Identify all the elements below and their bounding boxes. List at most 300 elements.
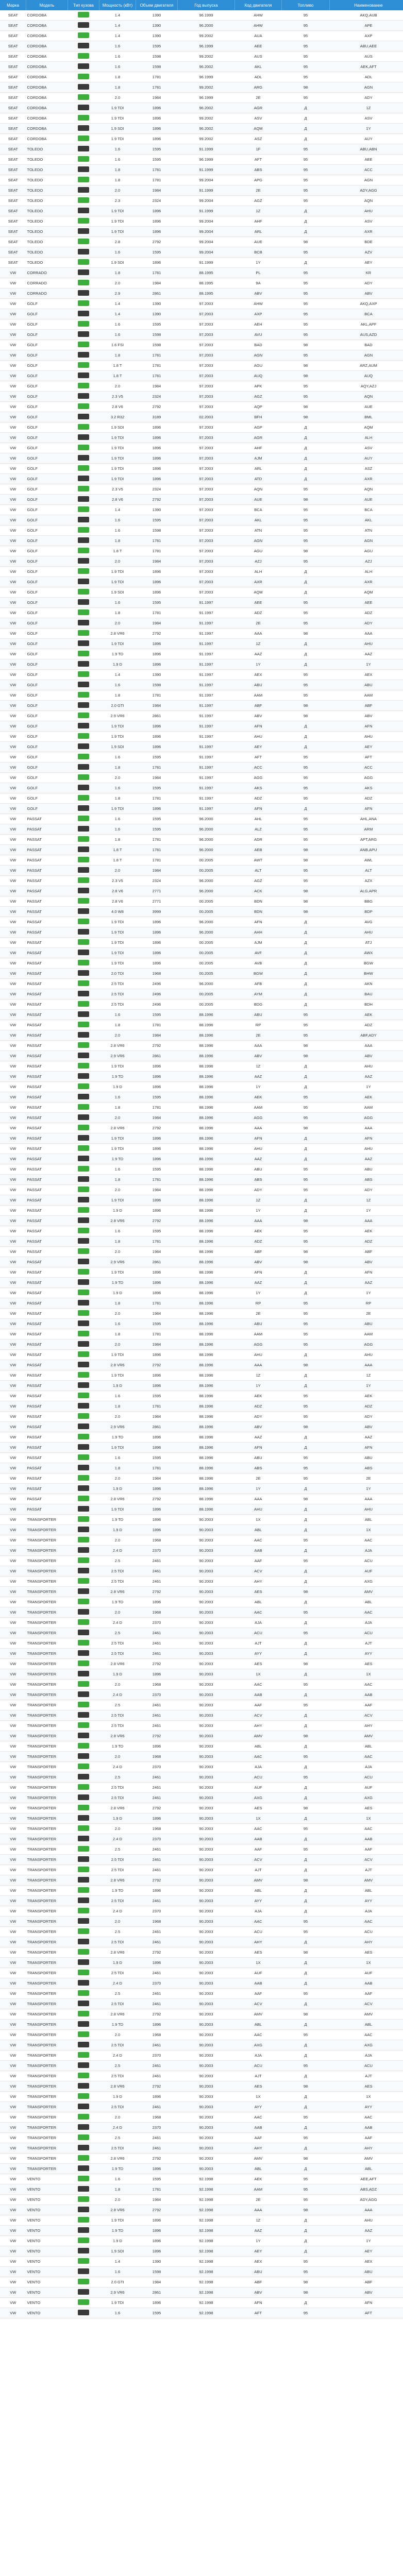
table-row[interactable] — [0, 21, 403, 31]
table-row[interactable] — [0, 804, 403, 814]
table-row[interactable] — [0, 196, 403, 206]
table-row[interactable] — [0, 938, 403, 948]
table-row[interactable] — [0, 165, 403, 175]
table-row[interactable] — [0, 2061, 403, 2071]
table-cell: VW — [0, 1577, 26, 1587]
table-row[interactable] — [0, 2257, 403, 2267]
table-row[interactable] — [0, 639, 403, 649]
table-cell: 1781 — [136, 536, 178, 546]
table-row[interactable] — [0, 2112, 403, 2123]
table-row[interactable] — [0, 443, 403, 453]
table-row[interactable] — [0, 1247, 403, 1257]
table-cell: VW — [0, 515, 26, 526]
table-row[interactable] — [0, 1958, 403, 1968]
table-row[interactable] — [0, 1772, 403, 1783]
table-row[interactable] — [0, 1886, 403, 1896]
table-row[interactable] — [0, 1463, 403, 1473]
table-row[interactable] — [0, 1391, 403, 1401]
table-row[interactable] — [0, 371, 403, 381]
body-type-icon — [78, 2104, 89, 2109]
table-row[interactable] — [0, 2050, 403, 2061]
table-row[interactable] — [0, 412, 403, 422]
table-row[interactable] — [0, 2184, 403, 2195]
table-cell: 90.2003 — [178, 2154, 235, 2164]
table-row[interactable] — [0, 1504, 403, 1515]
table-row[interactable] — [0, 1649, 403, 1659]
table-cell: TRANSPORTER — [26, 1762, 68, 1772]
table-cell: 97.2003 — [178, 392, 235, 402]
table-row[interactable] — [0, 969, 403, 979]
body-type-cell — [68, 443, 99, 453]
table-row[interactable] — [0, 1999, 403, 2009]
table-row[interactable] — [0, 124, 403, 134]
table-row[interactable] — [0, 1834, 403, 1844]
table-row[interactable] — [0, 989, 403, 999]
table-cell: VW — [0, 2308, 26, 2318]
table-row[interactable] — [0, 577, 403, 587]
table-row[interactable] — [0, 2174, 403, 2184]
table-row[interactable] — [0, 1494, 403, 1504]
table-row[interactable] — [0, 1515, 403, 1525]
table-row[interactable] — [0, 1783, 403, 1793]
table-cell: 1.6 — [99, 1164, 136, 1175]
table-row[interactable] — [0, 2123, 403, 2133]
table-row[interactable] — [0, 206, 403, 216]
table-row[interactable] — [0, 1669, 403, 1680]
table-row[interactable] — [0, 701, 403, 711]
table-row[interactable] — [0, 1370, 403, 1381]
table-cell: 1.6 — [99, 598, 136, 608]
table-row[interactable] — [0, 103, 403, 113]
table-row[interactable] — [0, 1216, 403, 1226]
table-row[interactable] — [0, 1020, 403, 1030]
table-row[interactable] — [0, 1154, 403, 1164]
table-row[interactable] — [0, 2143, 403, 2154]
table-row[interactable] — [0, 392, 403, 402]
body-type-icon — [78, 2279, 89, 2284]
table-row[interactable] — [0, 1741, 403, 1752]
table-row[interactable] — [0, 896, 403, 907]
table-row[interactable] — [0, 1401, 403, 1412]
table-row[interactable] — [0, 608, 403, 618]
table-row[interactable] — [0, 2040, 403, 2050]
table-row[interactable] — [0, 2133, 403, 2143]
table-row[interactable] — [0, 2287, 403, 2298]
table-row[interactable] — [0, 824, 403, 835]
table-row[interactable] — [0, 515, 403, 526]
table-row[interactable] — [0, 649, 403, 659]
table-row[interactable] — [0, 134, 403, 144]
table-cell: 1595 — [136, 515, 178, 526]
table-row[interactable] — [0, 1566, 403, 1577]
table-row[interactable] — [0, 618, 403, 629]
table-row[interactable] — [0, 453, 403, 464]
table-row[interactable] — [0, 1607, 403, 1618]
table-row[interactable] — [0, 1875, 403, 1886]
table-row[interactable] — [0, 464, 403, 474]
table-row[interactable] — [0, 927, 403, 938]
table-cell: AAA — [235, 1494, 282, 1504]
table-cell: 00.2005 — [178, 958, 235, 969]
table-row[interactable] — [0, 1989, 403, 1999]
table-row[interactable] — [0, 629, 403, 639]
table-cell: GOLF — [26, 515, 68, 526]
table-row[interactable] — [0, 1144, 403, 1154]
table-row[interactable] — [0, 1236, 403, 1247]
table-cell: VW — [0, 835, 26, 845]
table-row[interactable] — [0, 835, 403, 845]
table-row[interactable] — [0, 536, 403, 546]
table-row[interactable] — [0, 402, 403, 412]
table-row[interactable] — [0, 505, 403, 515]
table-row[interactable] — [0, 1432, 403, 1443]
table-row[interactable] — [0, 886, 403, 896]
table-row[interactable] — [0, 1577, 403, 1587]
table-row[interactable] — [0, 1968, 403, 1978]
table-row[interactable] — [0, 1525, 403, 1535]
table-cell: 88.1996 — [178, 1247, 235, 1257]
table-row[interactable] — [0, 278, 403, 289]
table-row[interactable] — [0, 113, 403, 124]
table-row[interactable] — [0, 289, 403, 299]
table-row[interactable] — [0, 773, 403, 783]
table-row[interactable] — [0, 41, 403, 52]
table-row[interactable] — [0, 1855, 403, 1865]
table-row[interactable] — [0, 1659, 403, 1669]
table-row[interactable] — [0, 72, 403, 82]
table-row[interactable] — [0, 1412, 403, 1422]
table-cell: 90.2003 — [178, 1834, 235, 1844]
table-row[interactable] — [0, 350, 403, 361]
table-row[interactable] — [0, 247, 403, 258]
table-cell: VW — [0, 350, 26, 361]
table-row[interactable] — [0, 876, 403, 886]
table-row[interactable] — [0, 907, 403, 917]
table-row[interactable] — [0, 1206, 403, 1216]
table-cell: AGZ — [235, 392, 282, 402]
table-row[interactable] — [0, 690, 403, 701]
table-row[interactable] — [0, 659, 403, 670]
table-cell: 1896 — [136, 1082, 178, 1092]
table-row[interactable] — [0, 1350, 403, 1360]
table-row[interactable] — [0, 1123, 403, 1133]
table-cell: 97.2003 — [178, 422, 235, 433]
table-row[interactable] — [0, 82, 403, 93]
table-row[interactable] — [0, 2226, 403, 2236]
table-cell: VW — [0, 1092, 26, 1103]
table-row[interactable] — [0, 1917, 403, 1927]
table-row[interactable] — [0, 1443, 403, 1453]
table-row[interactable] — [0, 556, 403, 567]
table-row[interactable] — [0, 1710, 403, 1721]
table-cell: 1.9 TDI — [99, 1061, 136, 1072]
table-row[interactable] — [0, 526, 403, 536]
body-type-cell — [68, 2174, 99, 2184]
table-row[interactable] — [0, 474, 403, 484]
table-row[interactable] — [0, 680, 403, 690]
table-row[interactable] — [0, 495, 403, 505]
body-type-icon — [78, 1228, 89, 1233]
table-row[interactable] — [0, 1278, 403, 1288]
body-type-cell — [68, 21, 99, 31]
table-cell: 97.2003 — [178, 505, 235, 515]
table-cell: AAB — [330, 1834, 403, 1844]
table-row[interactable] — [0, 1752, 403, 1762]
table-row[interactable] — [0, 422, 403, 433]
table-row[interactable] — [0, 2195, 403, 2205]
table-row[interactable] — [0, 31, 403, 41]
table-row[interactable] — [0, 1092, 403, 1103]
table-row[interactable] — [0, 1803, 403, 1814]
table-row[interactable] — [0, 721, 403, 732]
table-row[interactable] — [0, 1814, 403, 1824]
table-row[interactable] — [0, 1010, 403, 1020]
table-row[interactable] — [0, 1133, 403, 1144]
table-row[interactable] — [0, 2102, 403, 2112]
table-row[interactable] — [0, 1546, 403, 1556]
table-row[interactable] — [0, 2071, 403, 2081]
table-cell: VW — [0, 2226, 26, 2236]
table-row[interactable] — [0, 1340, 403, 1350]
table-cell: Д — [282, 453, 330, 464]
table-row[interactable] — [0, 62, 403, 72]
table-cell: AGN — [330, 175, 403, 185]
body-type-cell — [68, 1370, 99, 1381]
table-row[interactable] — [0, 268, 403, 278]
table-row[interactable] — [0, 155, 403, 165]
table-row[interactable] — [0, 1618, 403, 1628]
table-row[interactable] — [0, 1680, 403, 1690]
table-row[interactable] — [0, 732, 403, 742]
table-row[interactable] — [0, 1762, 403, 1772]
table-row[interactable] — [0, 1082, 403, 1092]
table-row[interactable] — [0, 845, 403, 855]
table-row[interactable] — [0, 2164, 403, 2174]
table-row[interactable] — [0, 1597, 403, 1607]
table-cell: 90.2003 — [178, 2071, 235, 2081]
table-cell: TRANSPORTER — [26, 2102, 68, 2112]
table-row[interactable] — [0, 1628, 403, 1638]
table-row[interactable] — [0, 237, 403, 247]
table-row[interactable] — [0, 1288, 403, 1298]
table-row[interactable] — [0, 814, 403, 824]
table-row[interactable] — [0, 598, 403, 608]
table-row[interactable] — [0, 2267, 403, 2277]
table-row[interactable] — [0, 309, 403, 319]
table-row[interactable] — [0, 1298, 403, 1309]
table-row[interactable] — [0, 1195, 403, 1206]
table-row[interactable] — [0, 546, 403, 556]
body-type-icon — [78, 1434, 89, 1439]
table-row[interactable] — [0, 1690, 403, 1700]
table-row[interactable] — [0, 917, 403, 927]
table-row[interactable] — [0, 1721, 403, 1731]
table-row[interactable] — [0, 1072, 403, 1082]
table-row[interactable] — [0, 587, 403, 598]
table-row[interactable] — [0, 2246, 403, 2257]
table-row[interactable] — [0, 1329, 403, 1340]
table-row[interactable] — [0, 299, 403, 309]
table-cell: VW — [0, 1607, 26, 1618]
table-row[interactable] — [0, 1587, 403, 1597]
table-cell: 90.2003 — [178, 1525, 235, 1535]
table-row[interactable] — [0, 1360, 403, 1370]
table-row[interactable] — [0, 319, 403, 330]
table-cell: SEAT — [0, 134, 26, 144]
table-row[interactable] — [0, 1309, 403, 1319]
table-cell: VW — [0, 567, 26, 577]
table-row[interactable] — [0, 2205, 403, 2215]
table-row[interactable] — [0, 2081, 403, 2092]
table-row[interactable] — [0, 2215, 403, 2226]
table-row[interactable] — [0, 1906, 403, 1917]
table-cell: Д — [282, 474, 330, 484]
table-row[interactable] — [0, 2030, 403, 2040]
table-cell: VW — [0, 1824, 26, 1834]
table-row[interactable] — [0, 1844, 403, 1855]
table-row[interactable] — [0, 1226, 403, 1236]
table-cell: SEAT — [0, 175, 26, 185]
table-row[interactable] — [0, 361, 403, 371]
table-row[interactable] — [0, 1041, 403, 1051]
table-row[interactable] — [0, 52, 403, 62]
table-row[interactable] — [0, 1113, 403, 1123]
table-cell: 1.9 TD — [99, 1515, 136, 1525]
table-row[interactable] — [0, 1484, 403, 1494]
table-row[interactable] — [0, 330, 403, 340]
table-cell: VW — [0, 2092, 26, 2102]
table-row[interactable] — [0, 2308, 403, 2318]
table-row[interactable] — [0, 2020, 403, 2030]
table-row[interactable] — [0, 175, 403, 185]
table-cell: AAA — [330, 1123, 403, 1133]
body-type-cell — [68, 1896, 99, 1906]
table-cell: AAC — [235, 2030, 282, 2040]
table-row[interactable] — [0, 10, 403, 21]
table-row[interactable] — [0, 1947, 403, 1958]
table-row[interactable] — [0, 1319, 403, 1329]
table-cell: 1598 — [136, 340, 178, 350]
table-row[interactable] — [0, 1381, 403, 1391]
table-cell: 2461 — [136, 1927, 178, 1937]
table-row[interactable] — [0, 2154, 403, 2164]
table-row[interactable] — [0, 711, 403, 721]
table-row[interactable] — [0, 433, 403, 443]
table-cell: 1598 — [136, 52, 178, 62]
table-cell: VW — [0, 1412, 26, 1422]
table-row[interactable] — [0, 1030, 403, 1041]
table-row[interactable] — [0, 1051, 403, 1061]
table-row[interactable] — [0, 567, 403, 577]
table-cell: 95 — [282, 793, 330, 804]
table-cell: TRANSPORTER — [26, 1793, 68, 1803]
table-cell: 96.2000 — [178, 979, 235, 989]
table-row[interactable] — [0, 1556, 403, 1566]
body-type-cell — [68, 340, 99, 350]
table-row[interactable] — [0, 216, 403, 227]
table-row[interactable] — [0, 2092, 403, 2102]
table-row[interactable] — [0, 227, 403, 237]
table-cell: Д — [282, 639, 330, 649]
table-row[interactable] — [0, 793, 403, 804]
table-row[interactable] — [0, 484, 403, 495]
table-row[interactable] — [0, 381, 403, 392]
table-row[interactable] — [0, 1103, 403, 1113]
table-row[interactable] — [0, 1793, 403, 1803]
table-row[interactable] — [0, 1865, 403, 1875]
table-row[interactable] — [0, 1453, 403, 1463]
table-cell: 95 — [282, 1319, 330, 1329]
table-row[interactable] — [0, 1535, 403, 1546]
table-row[interactable] — [0, 1937, 403, 1947]
table-row[interactable] — [0, 2298, 403, 2308]
table-row[interactable] — [0, 1700, 403, 1710]
table-row[interactable] — [0, 1927, 403, 1937]
table-row[interactable] — [0, 1175, 403, 1185]
table-cell: 1595 — [136, 319, 178, 330]
table-cell: AHW — [235, 21, 282, 31]
table-cell: 1.9 TD — [99, 1741, 136, 1752]
table-row[interactable] — [0, 144, 403, 155]
table-row[interactable] — [0, 185, 403, 196]
table-row[interactable] — [0, 762, 403, 773]
table-cell: AGN — [235, 536, 282, 546]
table-row[interactable] — [0, 2277, 403, 2287]
table-row[interactable] — [0, 1824, 403, 1834]
table-row[interactable] — [0, 979, 403, 989]
table-row[interactable] — [0, 2009, 403, 2020]
table-row[interactable] — [0, 670, 403, 680]
table-row[interactable] — [0, 1185, 403, 1195]
table-row[interactable] — [0, 855, 403, 866]
table-row[interactable] — [0, 1978, 403, 1989]
table-row[interactable] — [0, 1164, 403, 1175]
table-row[interactable] — [0, 752, 403, 762]
table-row[interactable] — [0, 948, 403, 958]
body-type-icon — [78, 1568, 89, 1573]
table-cell: ABL — [330, 1741, 403, 1752]
table-row[interactable] — [0, 1896, 403, 1906]
table-row[interactable] — [0, 1257, 403, 1267]
table-cell: 1781 — [136, 690, 178, 701]
table-cell: 1896 — [136, 721, 178, 732]
table-row[interactable] — [0, 258, 403, 268]
table-cell: 88.1996 — [178, 1103, 235, 1113]
table-row[interactable] — [0, 1267, 403, 1278]
table-cell: VW — [0, 1443, 26, 1453]
table-row[interactable] — [0, 958, 403, 969]
table-row[interactable] — [0, 866, 403, 876]
table-row[interactable] — [0, 340, 403, 350]
table-cell: 95 — [282, 1185, 330, 1195]
table-row[interactable] — [0, 1061, 403, 1072]
table-row[interactable] — [0, 1638, 403, 1649]
table-row[interactable] — [0, 1473, 403, 1484]
table-row[interactable] — [0, 2236, 403, 2246]
table-row[interactable] — [0, 999, 403, 1010]
body-type-icon — [78, 1650, 89, 1656]
table-row[interactable] — [0, 1731, 403, 1741]
table-cell: VW — [0, 1721, 26, 1731]
table-row[interactable] — [0, 742, 403, 752]
table-cell: 95 — [282, 309, 330, 319]
table-cell: 90.2003 — [178, 1752, 235, 1762]
table-cell: ABV — [330, 2287, 403, 2298]
table-row[interactable] — [0, 93, 403, 103]
table-cell: Д — [282, 2071, 330, 2081]
table-row[interactable] — [0, 783, 403, 793]
table-row[interactable] — [0, 1422, 403, 1432]
